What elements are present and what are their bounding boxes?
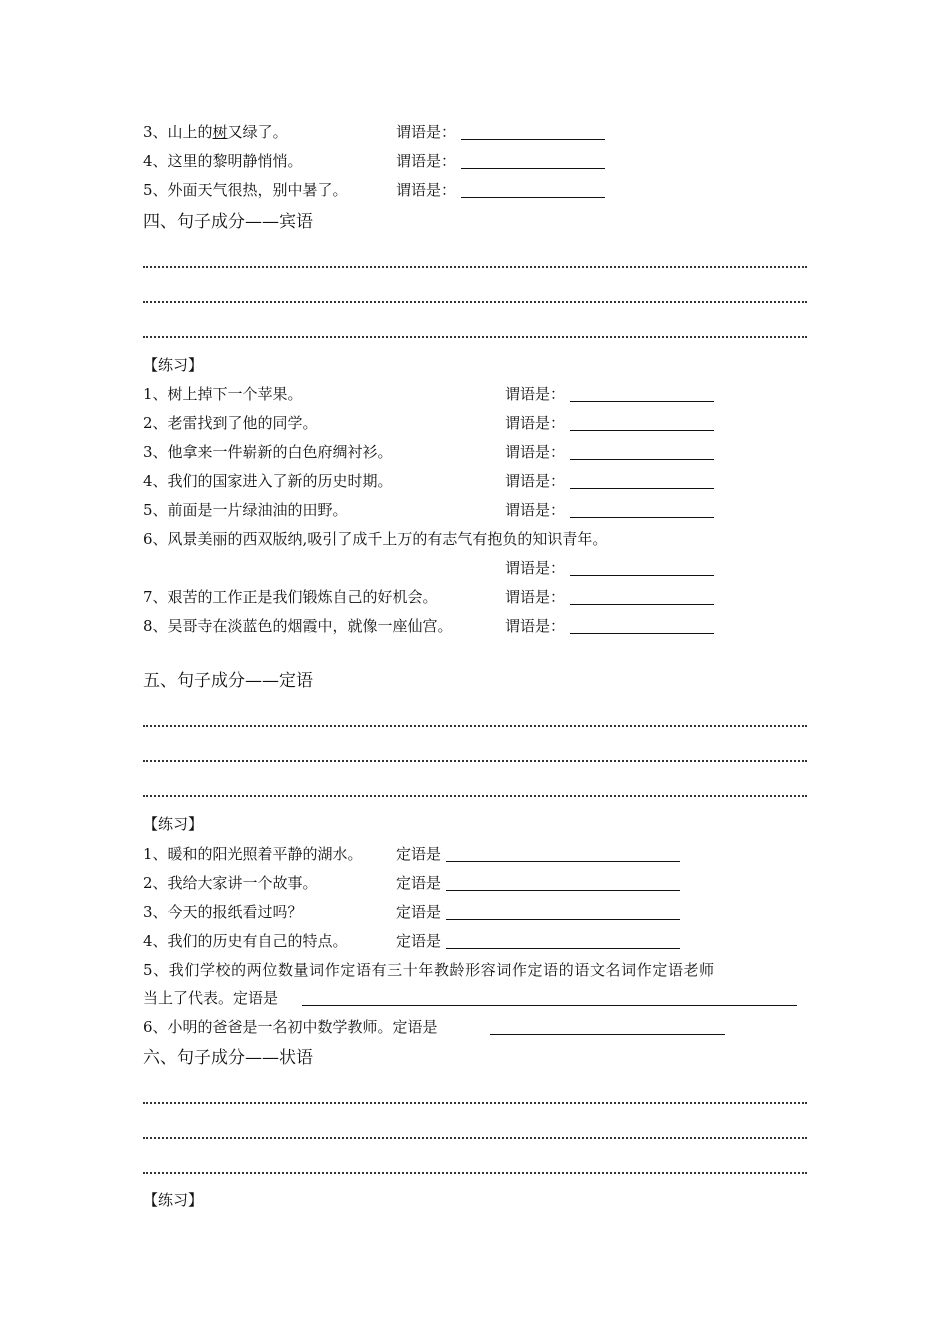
sec4-item-1: 1、树上掉下一个苹果。 [143,385,303,403]
sec3-item-4: 4、这里的黎明静悄悄。 [143,152,303,170]
sec5-item-2: 2、我给大家讲一个故事。 [143,874,318,892]
sec5-heading: 五、句子成分——定语 [143,671,313,691]
attributive-label: 定语是 [396,874,442,892]
sec6-heading: 六、句子成分——状语 [143,1048,313,1068]
writing-line[interactable] [143,725,807,727]
writing-line[interactable] [143,760,807,762]
answer-blank[interactable] [570,488,714,489]
predicate-label: 谓语是： [505,385,566,403]
answer-blank[interactable] [446,919,680,920]
sec5-item-1: 1、暖和的阳光照着平静的湖水。 [143,845,363,863]
practice-label: 【练习】 [143,1191,204,1209]
writing-line[interactable] [143,336,807,338]
predicate-label: 谓语是： [505,617,566,635]
practice-label: 【练习】 [143,356,204,374]
answer-blank[interactable] [461,139,605,140]
writing-line[interactable] [143,1172,807,1174]
answer-blank[interactable] [461,197,605,198]
writing-line[interactable] [143,301,807,303]
predicate-label: 谓语是： [396,181,457,199]
sec4-heading: 四、句子成分——宾语 [143,212,313,232]
attributive-label: 定语是 [396,903,442,921]
predicate-label: 谓语是： [505,443,566,461]
answer-blank[interactable] [570,604,714,605]
answer-blank[interactable] [570,401,714,402]
predicate-label: 谓语是： [396,123,457,141]
answer-blank[interactable] [570,430,714,431]
answer-blank[interactable] [570,517,714,518]
answer-blank[interactable] [461,168,605,169]
answer-blank[interactable] [302,1005,797,1006]
answer-blank[interactable] [446,890,680,891]
writing-line[interactable] [143,795,807,797]
predicate-label: 谓语是： [505,588,566,606]
predicate-label: 谓语是： [505,501,566,519]
answer-blank[interactable] [570,575,714,576]
predicate-label: 谓语是： [396,152,457,170]
writing-line[interactable] [143,266,807,268]
answer-blank[interactable] [490,1034,725,1035]
sec5-item-3: 3、今天的报纸看过吗？ [143,903,303,921]
predicate-label: 谓语是： [505,472,566,490]
predicate-label: 谓语是： [505,414,566,432]
attributive-label: 定语是 [396,845,442,863]
sec4-item-8: 8、吴哥寺在淡蓝色的烟霞中，就像一座仙宫。 [143,617,453,635]
sec4-item-6: 6、风景美丽的西双版纳,吸引了成千上万的有志气有抱负的知识青年。 [143,530,608,548]
sec4-item-5: 5、前面是一片绿油油的田野。 [143,501,348,519]
writing-line[interactable] [143,1102,807,1104]
answer-blank[interactable] [446,861,680,862]
sec5-item-5-line2: 当上了代表。定语是 [143,989,279,1007]
sec3-item-3: 3、山上的树又绿了。 [143,123,288,141]
sec4-item-7: 7、艰苦的工作正是我们锻炼自己的好机会。 [143,588,438,606]
attributive-label: 定语是 [396,932,442,950]
sec5-item-4: 4、我们的历史有自己的特点。 [143,932,348,950]
answer-blank[interactable] [446,948,680,949]
sec4-item-4: 4、我们的国家进入了新的历史时期。 [143,472,393,490]
practice-label: 【练习】 [143,815,204,833]
sec5-item-5-line1: 5、我们学校的两位数量词作定语有三十年教龄形容词作定语的语文名词作定语老师 [143,961,715,979]
answer-blank[interactable] [570,459,714,460]
predicate-label: 谓语是： [505,559,566,577]
sec3-item-5: 5、外面天气很热，别中暑了。 [143,181,348,199]
writing-line[interactable] [143,1137,807,1139]
sec4-item-2: 2、老雷找到了他的同学。 [143,414,318,432]
sec5-item-6: 6、小明的爸爸是一名初中数学教师。定语是 [143,1018,438,1036]
sec4-item-3: 3、他拿来一件崭新的白色府绸衬衫。 [143,443,393,461]
underlined-subject: 树 [212,123,228,141]
answer-blank[interactable] [570,633,714,634]
